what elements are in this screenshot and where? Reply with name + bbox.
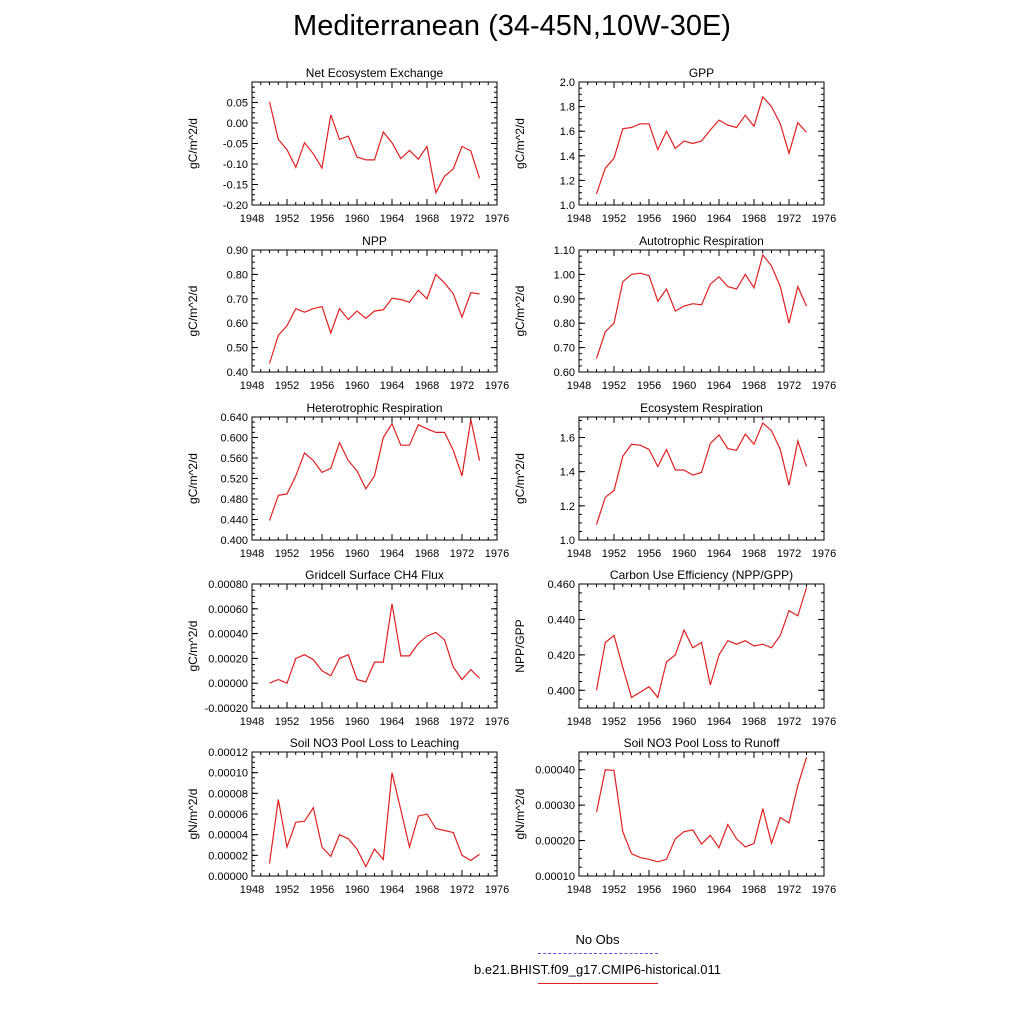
x-tick-label: 1972 bbox=[449, 213, 475, 225]
x-tick-label: 1968 bbox=[741, 716, 767, 728]
x-tick-label: 1948 bbox=[566, 548, 592, 560]
x-tick-label: 1948 bbox=[239, 548, 265, 560]
series-line bbox=[270, 420, 480, 521]
x-tick-label: 1976 bbox=[484, 548, 510, 560]
x-tick-label: 1956 bbox=[309, 380, 335, 392]
y-tick-label: 0.00000 bbox=[208, 678, 248, 691]
x-tick-label: 1952 bbox=[601, 380, 627, 392]
series-line bbox=[597, 97, 807, 194]
x-tick-label: 1968 bbox=[741, 213, 767, 225]
y-tick-label: 0.70 bbox=[553, 342, 575, 355]
x-tick-label: 1952 bbox=[601, 548, 627, 560]
x-tick-label: 1976 bbox=[811, 380, 837, 392]
x-tick-label: 1952 bbox=[274, 213, 300, 225]
chart-title: Carbon Use Efficiency (NPP/GPP) bbox=[609, 568, 794, 582]
y-axis-label: gN/m^2/d bbox=[186, 788, 200, 840]
y-axis-label: gC/m^2/d bbox=[186, 620, 200, 672]
y-tick-label: 0.00004 bbox=[208, 829, 248, 842]
chart-title: Soil NO3 Pool Loss to Runoff bbox=[623, 736, 780, 750]
y-tick-label: 0.00 bbox=[226, 118, 248, 130]
x-tick-label: 1960 bbox=[671, 716, 697, 728]
chart-panel-0 bbox=[186, 66, 509, 225]
y-tick-label: 0.400 bbox=[220, 535, 248, 547]
x-tick-label: 1964 bbox=[379, 884, 405, 896]
x-tick-label: 1952 bbox=[274, 548, 300, 560]
x-tick-label: 1960 bbox=[344, 213, 370, 225]
y-tick-label: -0.15 bbox=[222, 179, 248, 192]
y-tick-label: 0.460 bbox=[547, 579, 575, 591]
x-tick-label: 1956 bbox=[636, 884, 662, 896]
y-tick-label: 0.00030 bbox=[535, 800, 575, 813]
chart-panel-8 bbox=[186, 736, 509, 896]
x-tick-label: 1952 bbox=[274, 716, 300, 728]
y-tick-label: 0.00006 bbox=[208, 809, 248, 821]
y-axis-label: NPP/GPP bbox=[513, 619, 527, 673]
x-tick-label: 1956 bbox=[309, 716, 335, 728]
y-tick-label: 1.6 bbox=[559, 432, 575, 445]
series-line bbox=[270, 604, 480, 683]
x-tick-label: 1952 bbox=[274, 380, 300, 392]
y-tick-label: 0.00040 bbox=[535, 764, 575, 777]
series-line bbox=[270, 274, 480, 363]
x-tick-label: 1976 bbox=[484, 716, 510, 728]
y-tick-label: -0.20 bbox=[222, 200, 248, 212]
y-tick-label: 0.600 bbox=[220, 432, 248, 445]
chart-panel-4 bbox=[186, 401, 509, 560]
y-axis-label: gC/m^2/d bbox=[513, 285, 527, 337]
plot-frame bbox=[579, 250, 824, 372]
y-tick-label: 1.2 bbox=[559, 175, 575, 188]
y-tick-label: -0.00020 bbox=[204, 703, 248, 715]
x-tick-label: 1972 bbox=[449, 884, 475, 896]
x-tick-label: 1948 bbox=[566, 716, 592, 728]
x-tick-label: 1972 bbox=[449, 716, 475, 728]
legend-model-label: b.e21.BHIST.f09_g17.CMIP6-historical.011 bbox=[474, 962, 721, 977]
y-tick-label: 0.480 bbox=[220, 494, 248, 506]
x-tick-label: 1968 bbox=[741, 548, 767, 560]
y-tick-label: 0.00060 bbox=[208, 603, 248, 616]
y-tick-label: -0.10 bbox=[222, 159, 248, 171]
legend-model-line bbox=[538, 983, 658, 984]
x-tick-label: 1960 bbox=[671, 380, 697, 392]
x-tick-label: 1952 bbox=[601, 213, 627, 225]
x-tick-label: 1972 bbox=[776, 884, 802, 896]
x-tick-label: 1976 bbox=[484, 380, 510, 392]
y-tick-label: 0.440 bbox=[220, 514, 248, 527]
x-tick-label: 1956 bbox=[636, 716, 662, 728]
series-line bbox=[597, 423, 807, 525]
y-tick-label: 0.440 bbox=[547, 614, 575, 627]
y-tick-label: 0.70 bbox=[226, 293, 248, 306]
x-tick-label: 1948 bbox=[239, 716, 265, 728]
y-tick-label: 1.10 bbox=[553, 245, 575, 257]
x-tick-label: 1968 bbox=[414, 213, 440, 225]
y-tick-label: 1.2 bbox=[559, 500, 575, 513]
y-tick-label: -0.05 bbox=[222, 138, 248, 151]
chart-title: NPP bbox=[362, 234, 387, 248]
x-tick-label: 1948 bbox=[239, 884, 265, 896]
plot-frame bbox=[252, 584, 497, 708]
chart-panel-1 bbox=[513, 66, 836, 225]
y-axis-label: gC/m^2/d bbox=[513, 118, 527, 169]
y-axis-label: gC/m^2/d bbox=[186, 453, 200, 504]
series-line bbox=[270, 102, 480, 193]
x-tick-label: 1948 bbox=[566, 213, 592, 225]
x-tick-label: 1948 bbox=[239, 213, 265, 225]
y-tick-label: 0.00012 bbox=[208, 747, 248, 759]
y-tick-label: 1.0 bbox=[559, 200, 575, 212]
x-tick-label: 1972 bbox=[776, 716, 802, 728]
x-tick-label: 1948 bbox=[239, 380, 265, 392]
y-tick-label: 0.50 bbox=[226, 342, 248, 355]
x-tick-label: 1972 bbox=[449, 380, 475, 392]
series-line bbox=[597, 757, 807, 862]
chart-panel-7 bbox=[513, 568, 836, 728]
legend-obs-line bbox=[538, 953, 658, 954]
x-tick-label: 1964 bbox=[706, 884, 732, 896]
chart-title: Soil NO3 Pool Loss to Leaching bbox=[289, 736, 460, 750]
chart-title: Heterotrophic Respiration bbox=[306, 401, 443, 415]
y-tick-label: 0.640 bbox=[220, 412, 248, 424]
x-tick-label: 1968 bbox=[741, 380, 767, 392]
x-tick-label: 1956 bbox=[636, 548, 662, 560]
x-tick-label: 1956 bbox=[309, 548, 335, 560]
y-tick-label: 0.60 bbox=[226, 318, 248, 331]
plot-frame bbox=[252, 417, 497, 540]
y-tick-label: 0.00002 bbox=[208, 850, 248, 863]
series-line bbox=[270, 773, 480, 867]
x-tick-label: 1964 bbox=[379, 380, 405, 392]
x-tick-label: 1976 bbox=[811, 716, 837, 728]
x-tick-label: 1960 bbox=[344, 716, 370, 728]
y-tick-label: 1.4 bbox=[559, 150, 575, 163]
y-tick-label: 0.05 bbox=[226, 97, 248, 110]
x-tick-label: 1960 bbox=[344, 884, 370, 896]
x-tick-label: 1976 bbox=[811, 884, 837, 896]
y-tick-label: 0.00040 bbox=[208, 628, 248, 641]
chart-panel-9 bbox=[513, 736, 836, 896]
x-tick-label: 1964 bbox=[706, 716, 732, 728]
y-tick-label: 0.80 bbox=[553, 318, 575, 331]
y-axis-label: gN/m^2/d bbox=[513, 788, 527, 840]
y-tick-label: 0.60 bbox=[553, 367, 575, 379]
plot-frame bbox=[579, 82, 824, 205]
x-tick-label: 1964 bbox=[379, 213, 405, 225]
x-tick-label: 1976 bbox=[484, 213, 510, 225]
chart-title: GPP bbox=[688, 66, 715, 80]
y-tick-label: 0.00020 bbox=[208, 653, 248, 666]
y-tick-label: 0.90 bbox=[226, 245, 248, 257]
y-tick-label: 0.00080 bbox=[208, 579, 248, 591]
plot-frame bbox=[252, 82, 497, 205]
x-tick-label: 1956 bbox=[309, 213, 335, 225]
y-tick-label: 1.8 bbox=[559, 101, 575, 114]
x-tick-label: 1960 bbox=[344, 548, 370, 560]
x-tick-label: 1972 bbox=[449, 548, 475, 560]
x-tick-label: 1956 bbox=[309, 884, 335, 896]
chart-panel-5 bbox=[513, 401, 836, 560]
x-tick-label: 1952 bbox=[601, 884, 627, 896]
series-line bbox=[597, 588, 807, 698]
x-tick-label: 1956 bbox=[636, 213, 662, 225]
y-tick-label: 0.00020 bbox=[535, 835, 575, 848]
y-tick-label: 0.00010 bbox=[535, 871, 575, 883]
page-title: Mediterranean (34-45N,10W-30E) bbox=[293, 10, 731, 42]
x-tick-label: 1964 bbox=[706, 380, 732, 392]
chart-title: Autotrophic Respiration bbox=[639, 234, 764, 248]
y-tick-label: 0.520 bbox=[220, 473, 248, 486]
x-tick-label: 1968 bbox=[414, 548, 440, 560]
y-tick-label: 0.560 bbox=[220, 453, 248, 465]
x-tick-label: 1952 bbox=[601, 716, 627, 728]
y-axis-label: gC/m^2/d bbox=[186, 118, 200, 169]
series-line bbox=[597, 255, 807, 359]
x-tick-label: 1964 bbox=[379, 716, 405, 728]
chart-panel-6 bbox=[186, 568, 509, 728]
x-tick-label: 1968 bbox=[414, 380, 440, 392]
x-tick-label: 1964 bbox=[379, 548, 405, 560]
chart-title: Gridcell Surface CH4 Flux bbox=[305, 568, 444, 582]
x-tick-label: 1952 bbox=[274, 884, 300, 896]
x-tick-label: 1976 bbox=[811, 213, 837, 225]
y-tick-label: 2.0 bbox=[559, 77, 575, 89]
x-tick-label: 1960 bbox=[671, 884, 697, 896]
plot-frame bbox=[252, 752, 497, 876]
x-tick-label: 1976 bbox=[811, 548, 837, 560]
y-tick-label: 1.6 bbox=[559, 126, 575, 139]
plot-frame bbox=[579, 584, 824, 708]
x-tick-label: 1964 bbox=[706, 548, 732, 560]
x-tick-label: 1972 bbox=[776, 380, 802, 392]
y-tick-label: 0.90 bbox=[553, 293, 575, 306]
y-tick-label: 0.80 bbox=[226, 269, 248, 282]
legend-obs-label: No Obs bbox=[575, 932, 620, 947]
chart-title: Ecosystem Respiration bbox=[640, 401, 763, 415]
x-tick-label: 1976 bbox=[484, 884, 510, 896]
y-tick-label: 0.40 bbox=[226, 367, 248, 379]
x-tick-label: 1972 bbox=[776, 548, 802, 560]
x-tick-label: 1964 bbox=[706, 213, 732, 225]
y-tick-label: 0.00000 bbox=[208, 871, 248, 883]
x-tick-label: 1960 bbox=[671, 213, 697, 225]
x-tick-label: 1968 bbox=[414, 716, 440, 728]
x-tick-label: 1960 bbox=[671, 548, 697, 560]
y-tick-label: 0.00010 bbox=[208, 767, 248, 780]
x-tick-label: 1956 bbox=[636, 380, 662, 392]
x-tick-label: 1960 bbox=[344, 380, 370, 392]
y-axis-label: gC/m^2/d bbox=[513, 453, 527, 504]
y-tick-label: 1.0 bbox=[559, 535, 575, 547]
y-tick-label: 1.00 bbox=[553, 269, 575, 282]
x-tick-label: 1968 bbox=[414, 884, 440, 896]
plot-frame bbox=[579, 752, 824, 876]
chart-panel-2 bbox=[186, 234, 509, 392]
y-tick-label: 0.420 bbox=[547, 649, 575, 662]
x-tick-label: 1948 bbox=[566, 380, 592, 392]
y-tick-label: 1.4 bbox=[559, 466, 575, 479]
y-axis-label: gC/m^2/d bbox=[186, 285, 200, 337]
y-tick-label: 0.400 bbox=[547, 685, 575, 698]
x-tick-label: 1968 bbox=[741, 884, 767, 896]
chart-panel-3 bbox=[513, 234, 836, 392]
x-tick-label: 1948 bbox=[566, 884, 592, 896]
x-tick-label: 1972 bbox=[776, 213, 802, 225]
y-tick-label: 0.00008 bbox=[208, 788, 248, 801]
chart-title: Net Ecosystem Exchange bbox=[305, 66, 444, 80]
